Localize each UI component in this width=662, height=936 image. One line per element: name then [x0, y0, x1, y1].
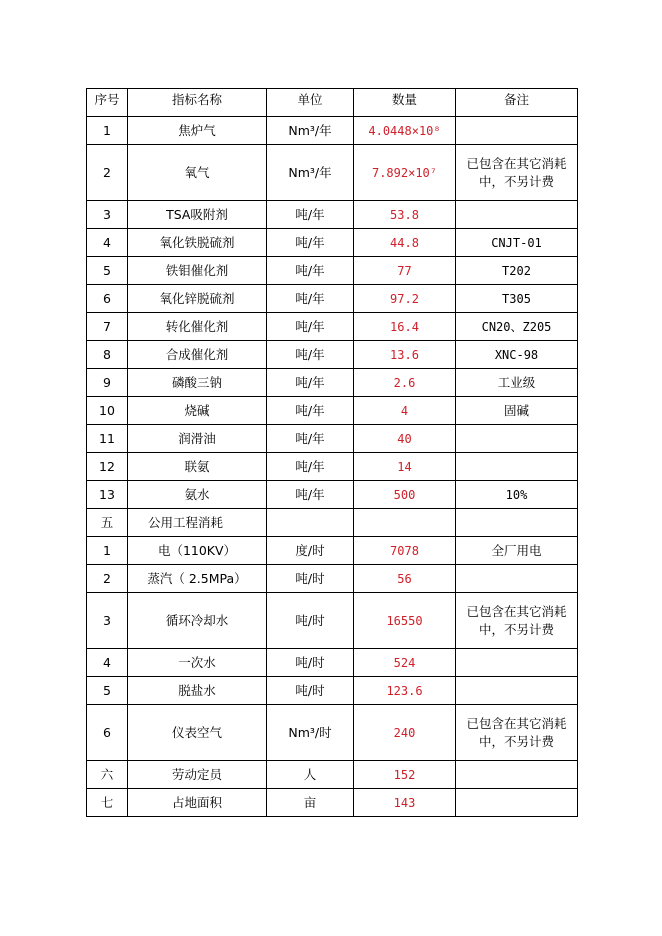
row-unit: 人 [267, 761, 354, 789]
row-name: 蒸汽（ 2.5MPa） [128, 565, 267, 593]
row-seq: 3 [87, 201, 128, 229]
row-seq: 6 [87, 705, 128, 761]
row-qty: 56 [354, 565, 456, 593]
row-qty: 97.2 [354, 285, 456, 313]
table-row [87, 369, 578, 397]
row-name: 氧气 [128, 145, 267, 201]
row-seq: 11 [87, 425, 128, 453]
row-unit: 吨/时 [267, 593, 354, 649]
row-unit: Nm³/年 [267, 117, 354, 145]
row-note: 固碱 [456, 397, 578, 425]
table-row [87, 425, 578, 453]
row-note [456, 453, 578, 481]
row-note [456, 201, 578, 229]
table-row [87, 257, 578, 285]
row-seq: 3 [87, 593, 128, 649]
row-unit: 吨/年 [267, 425, 354, 453]
row-seq: 9 [87, 369, 128, 397]
row-note: 已包含在其它消耗中，不另计费 [456, 593, 578, 649]
row-qty: 77 [354, 257, 456, 285]
row-unit: 吨/年 [267, 285, 354, 313]
table-row [87, 677, 578, 705]
row-note: 全厂用电 [456, 537, 578, 565]
row-unit: 吨/年 [267, 257, 354, 285]
row-qty: 53.8 [354, 201, 456, 229]
row-unit: 吨/年 [267, 453, 354, 481]
row-seq: 1 [87, 117, 128, 145]
row-note: 工业级 [456, 369, 578, 397]
row-qty: 500 [354, 481, 456, 509]
row-qty: 2.6 [354, 369, 456, 397]
row-name: 联氨 [128, 453, 267, 481]
row-qty: 240 [354, 705, 456, 761]
header-seq: 序号 [87, 89, 128, 117]
row-note [456, 649, 578, 677]
row-name: 磷酸三钠 [128, 369, 267, 397]
row-qty: 7078 [354, 537, 456, 565]
row-note: XNC-98 [456, 341, 578, 369]
row-qty: 152 [354, 761, 456, 789]
row-seq: 12 [87, 453, 128, 481]
row-note [456, 677, 578, 705]
table-row [87, 201, 578, 229]
row-name: 一次水 [128, 649, 267, 677]
row-note: 10% [456, 481, 578, 509]
row-qty: 13.6 [354, 341, 456, 369]
header-name: 指标名称 [128, 89, 267, 117]
consumption-table [86, 88, 578, 817]
row-unit: 吨/年 [267, 313, 354, 341]
row-note: CN20、Z205 [456, 313, 578, 341]
row-qty: 4.0448×10⁸ [354, 117, 456, 145]
row-name: 润滑油 [128, 425, 267, 453]
row-name: 氨水 [128, 481, 267, 509]
table-row [87, 285, 578, 313]
row-seq: 8 [87, 341, 128, 369]
row-qty: 44.8 [354, 229, 456, 257]
row-name: 循环冷却水 [128, 593, 267, 649]
header-qty: 数量 [354, 89, 456, 117]
row-seq: 六 [87, 761, 128, 789]
row-qty: 16.4 [354, 313, 456, 341]
row-seq: 5 [87, 257, 128, 285]
table-row [87, 145, 578, 201]
row-seq: 七 [87, 789, 128, 817]
row-note [456, 117, 578, 145]
row-seq: 10 [87, 397, 128, 425]
row-note: 已包含在其它消耗中，不另计费 [456, 145, 578, 201]
table-row [87, 229, 578, 257]
row-qty: 143 [354, 789, 456, 817]
row-name: 氧化铁脱硫剂 [128, 229, 267, 257]
row-seq: 2 [87, 145, 128, 201]
row-qty: 123.6 [354, 677, 456, 705]
row-name: TSA吸附剂 [128, 201, 267, 229]
row-note: CNJT-01 [456, 229, 578, 257]
section-row [87, 509, 578, 537]
row-seq: 5 [87, 677, 128, 705]
row-unit: 吨/时 [267, 649, 354, 677]
row-unit: 吨/年 [267, 201, 354, 229]
row-unit: 度/时 [267, 537, 354, 565]
row-name: 劳动定员 [128, 761, 267, 789]
row-seq: 2 [87, 565, 128, 593]
row-seq: 1 [87, 537, 128, 565]
row-qty: 524 [354, 649, 456, 677]
row-seq: 4 [87, 229, 128, 257]
table-row [87, 761, 578, 789]
row-name: 焦炉气 [128, 117, 267, 145]
header-note: 备注 [456, 89, 578, 117]
row-name: 合成催化剂 [128, 341, 267, 369]
row-seq: 6 [87, 285, 128, 313]
table-row [87, 117, 578, 145]
row-name: 占地面积 [128, 789, 267, 817]
table-row [87, 649, 578, 677]
header-row [87, 89, 578, 117]
row-qty: 14 [354, 453, 456, 481]
row-unit: 吨/年 [267, 481, 354, 509]
row-note: 已包含在其它消耗中，不另计费 [456, 705, 578, 761]
table-row [87, 313, 578, 341]
section-seq: 五 [87, 509, 128, 537]
row-unit: 吨/年 [267, 397, 354, 425]
table-row [87, 341, 578, 369]
row-note: T202 [456, 257, 578, 285]
row-name: 脱盐水 [128, 677, 267, 705]
row-qty: 7.892×10⁷ [354, 145, 456, 201]
table-row [87, 537, 578, 565]
table-row [87, 705, 578, 761]
row-unit: 吨/时 [267, 677, 354, 705]
row-name: 转化催化剂 [128, 313, 267, 341]
row-unit: 亩 [267, 789, 354, 817]
table-row [87, 565, 578, 593]
row-note [456, 425, 578, 453]
table-row [87, 481, 578, 509]
row-qty: 40 [354, 425, 456, 453]
row-qty: 4 [354, 397, 456, 425]
row-unit: 吨/年 [267, 341, 354, 369]
row-seq: 4 [87, 649, 128, 677]
table-row [87, 453, 578, 481]
row-name: 电（110KV） [128, 537, 267, 565]
row-seq: 7 [87, 313, 128, 341]
row-unit: 吨/年 [267, 229, 354, 257]
row-name: 仪表空气 [128, 705, 267, 761]
row-unit: 吨/时 [267, 565, 354, 593]
row-unit: 吨/年 [267, 369, 354, 397]
row-note [456, 565, 578, 593]
table-row [87, 593, 578, 649]
table-row [87, 789, 578, 817]
header-unit: 单位 [267, 89, 354, 117]
row-seq: 13 [87, 481, 128, 509]
row-note: T305 [456, 285, 578, 313]
row-unit: Nm³/年 [267, 145, 354, 201]
row-name: 铁钼催化剂 [128, 257, 267, 285]
row-unit: Nm³/时 [267, 705, 354, 761]
row-qty: 16550 [354, 593, 456, 649]
row-name: 烧碱 [128, 397, 267, 425]
row-name: 氧化锌脱硫剂 [128, 285, 267, 313]
section-title: 公用工程消耗 [128, 509, 267, 537]
table-row [87, 397, 578, 425]
